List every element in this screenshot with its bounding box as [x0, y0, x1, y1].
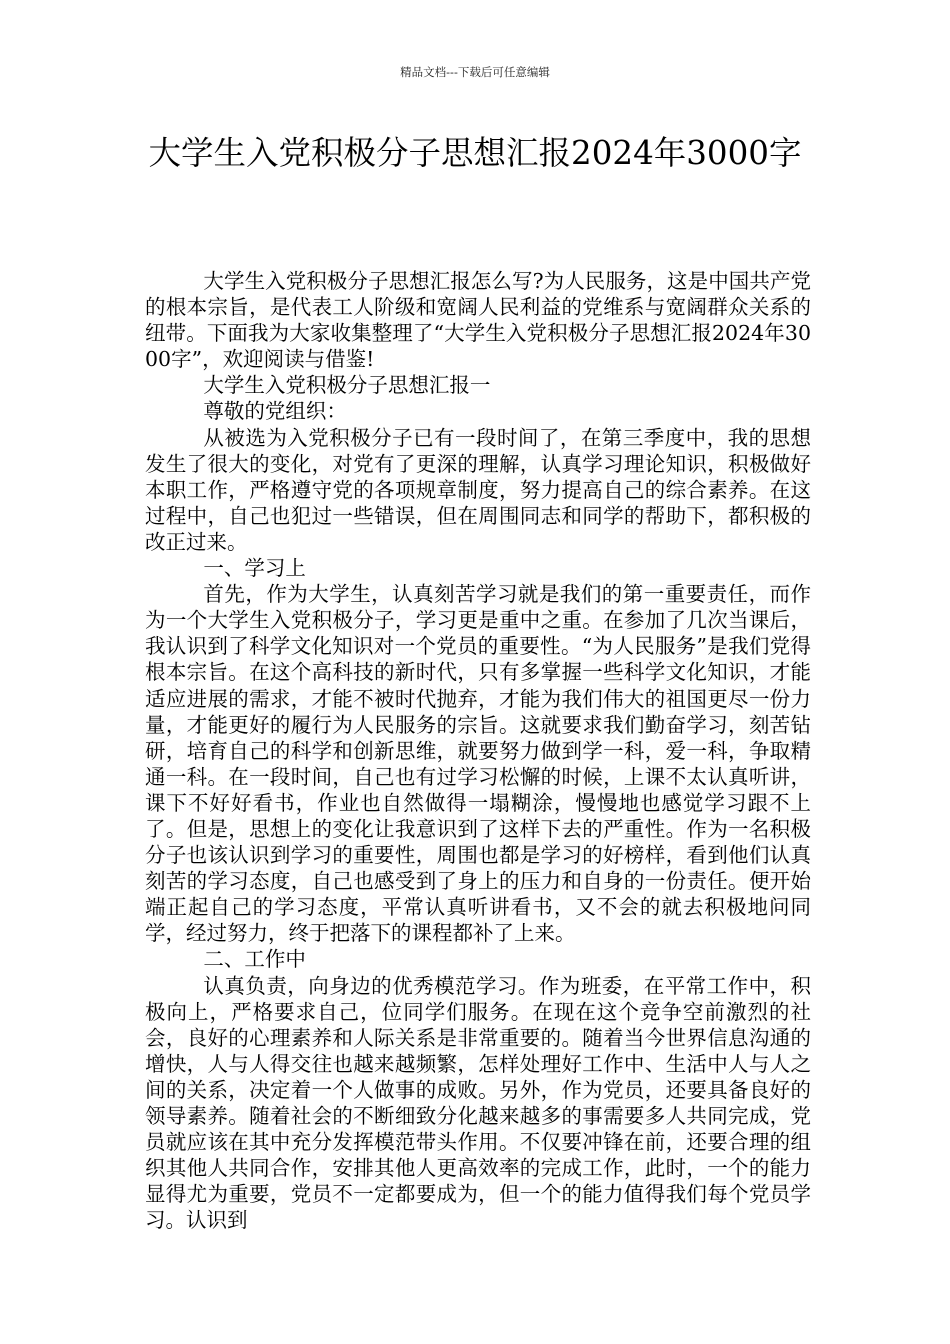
- salutation: 尊敬的党组织：: [203, 399, 347, 424]
- paragraph-intro: 大学生入党积极分子思想汇报怎么写?为人民服务，这是中国共产党的根本宗旨，是代表工人阶级和宽阔人民利益的党维系与宽阔群众关系的纽带。下面我为大家收集整理了“大学生入党积极分子思想汇报2024年3000字”，欢迎阅读与借鉴!: [145, 269, 811, 372]
- subheading-study: 一、学习上: [203, 556, 306, 581]
- paragraph-study: 首先，作为大学生，认真刻苦学习就是我们的第一重要责任，而作为一个大学生入党积极分子，学习更是重中之重。在参加了几次当课后，我认识到了科学文化知识对一个党员的重要性。“为人民服务”是我们党得根本宗旨。在这个高科技的新时代，只有多掌握一些科学文化知识，才能适应进展的需求，才能不被时代抛弃，才能为我们伟大的祖国更尽一份力量，才能更好的履行为人民服务的宗旨。这就要求我们勤奋学习，刻苦钻研，培育自己的科学和创新思维，就要努力做到学一科，爱一科，争取精通一科。在一段时间，自己也有过学习松懈的时候，上课不太认真听讲，课下不好好看书，作业也自然做得一塌糊涂，慢慢地也感觉学习跟不上了。但是，思想上的变化让我意识到了这样下去的严重性。作为一名积极分子也该认识到学习的重要性，周围也都是学习的好榜样，看到他们认真刻苦的学习态度，自己也感受到了身上的压力和自身的一份责任。便开始端正起自己的学习态度，平常认真听讲看书，又不会的就去积极地问同学，经过努力，终于把落下的课程都补了上来。: [145, 582, 811, 946]
- document-body: [145, 268, 811, 1233]
- page-header: 精品文档---下载后可任意编辑: [400, 65, 550, 79]
- section-heading-report-one: 大学生入党积极分子思想汇报一: [203, 373, 491, 398]
- paragraph-opening: 从被选为入党积极分子已有一段时间了，在第三季度中，我的思想发生了很大的变化，对党有了更深的理解，认真学习理论知识，积极做好本职工作，严格遵守党的各项规章制度，努力提高自己的综合素养。在这过程中，自己也犯过一些错误，但在周围同志和同学的帮助下，都积极的改正过来。: [145, 425, 811, 554]
- subheading-work: 二、工作中: [203, 947, 306, 972]
- document-title: 大学生入党积极分子思想汇报2024年3000字: [148, 134, 802, 172]
- paragraph-work: 认真负责，向身边的优秀模范学习。作为班委，在平常工作中，积极向上，严格要求自己，位同学们服务。在现在这个竞争空前激烈的社会，良好的心理素养和人际关系是非常重要的。随着当今世界信息沟通的增快，人与人得交往也越来越频繁，怎样处理好工作中、生活中人与人之间的关系，决定着一个人做事的成败。另外，作为党员，还要具备良好的领导素养。随着社会的不断细致分化越来越多的事需要多人共同完成，党员就应该在其中充分发挥模范带头作用。不仅要冲锋在前，还要合理的组织其他人共同合作，安排其他人更高效率的完成工作，此时，一个的能力显得尤为重要，党员不一定都要成为，但一个的能力值得我们每个党员学习。认识到: [145, 973, 811, 1233]
